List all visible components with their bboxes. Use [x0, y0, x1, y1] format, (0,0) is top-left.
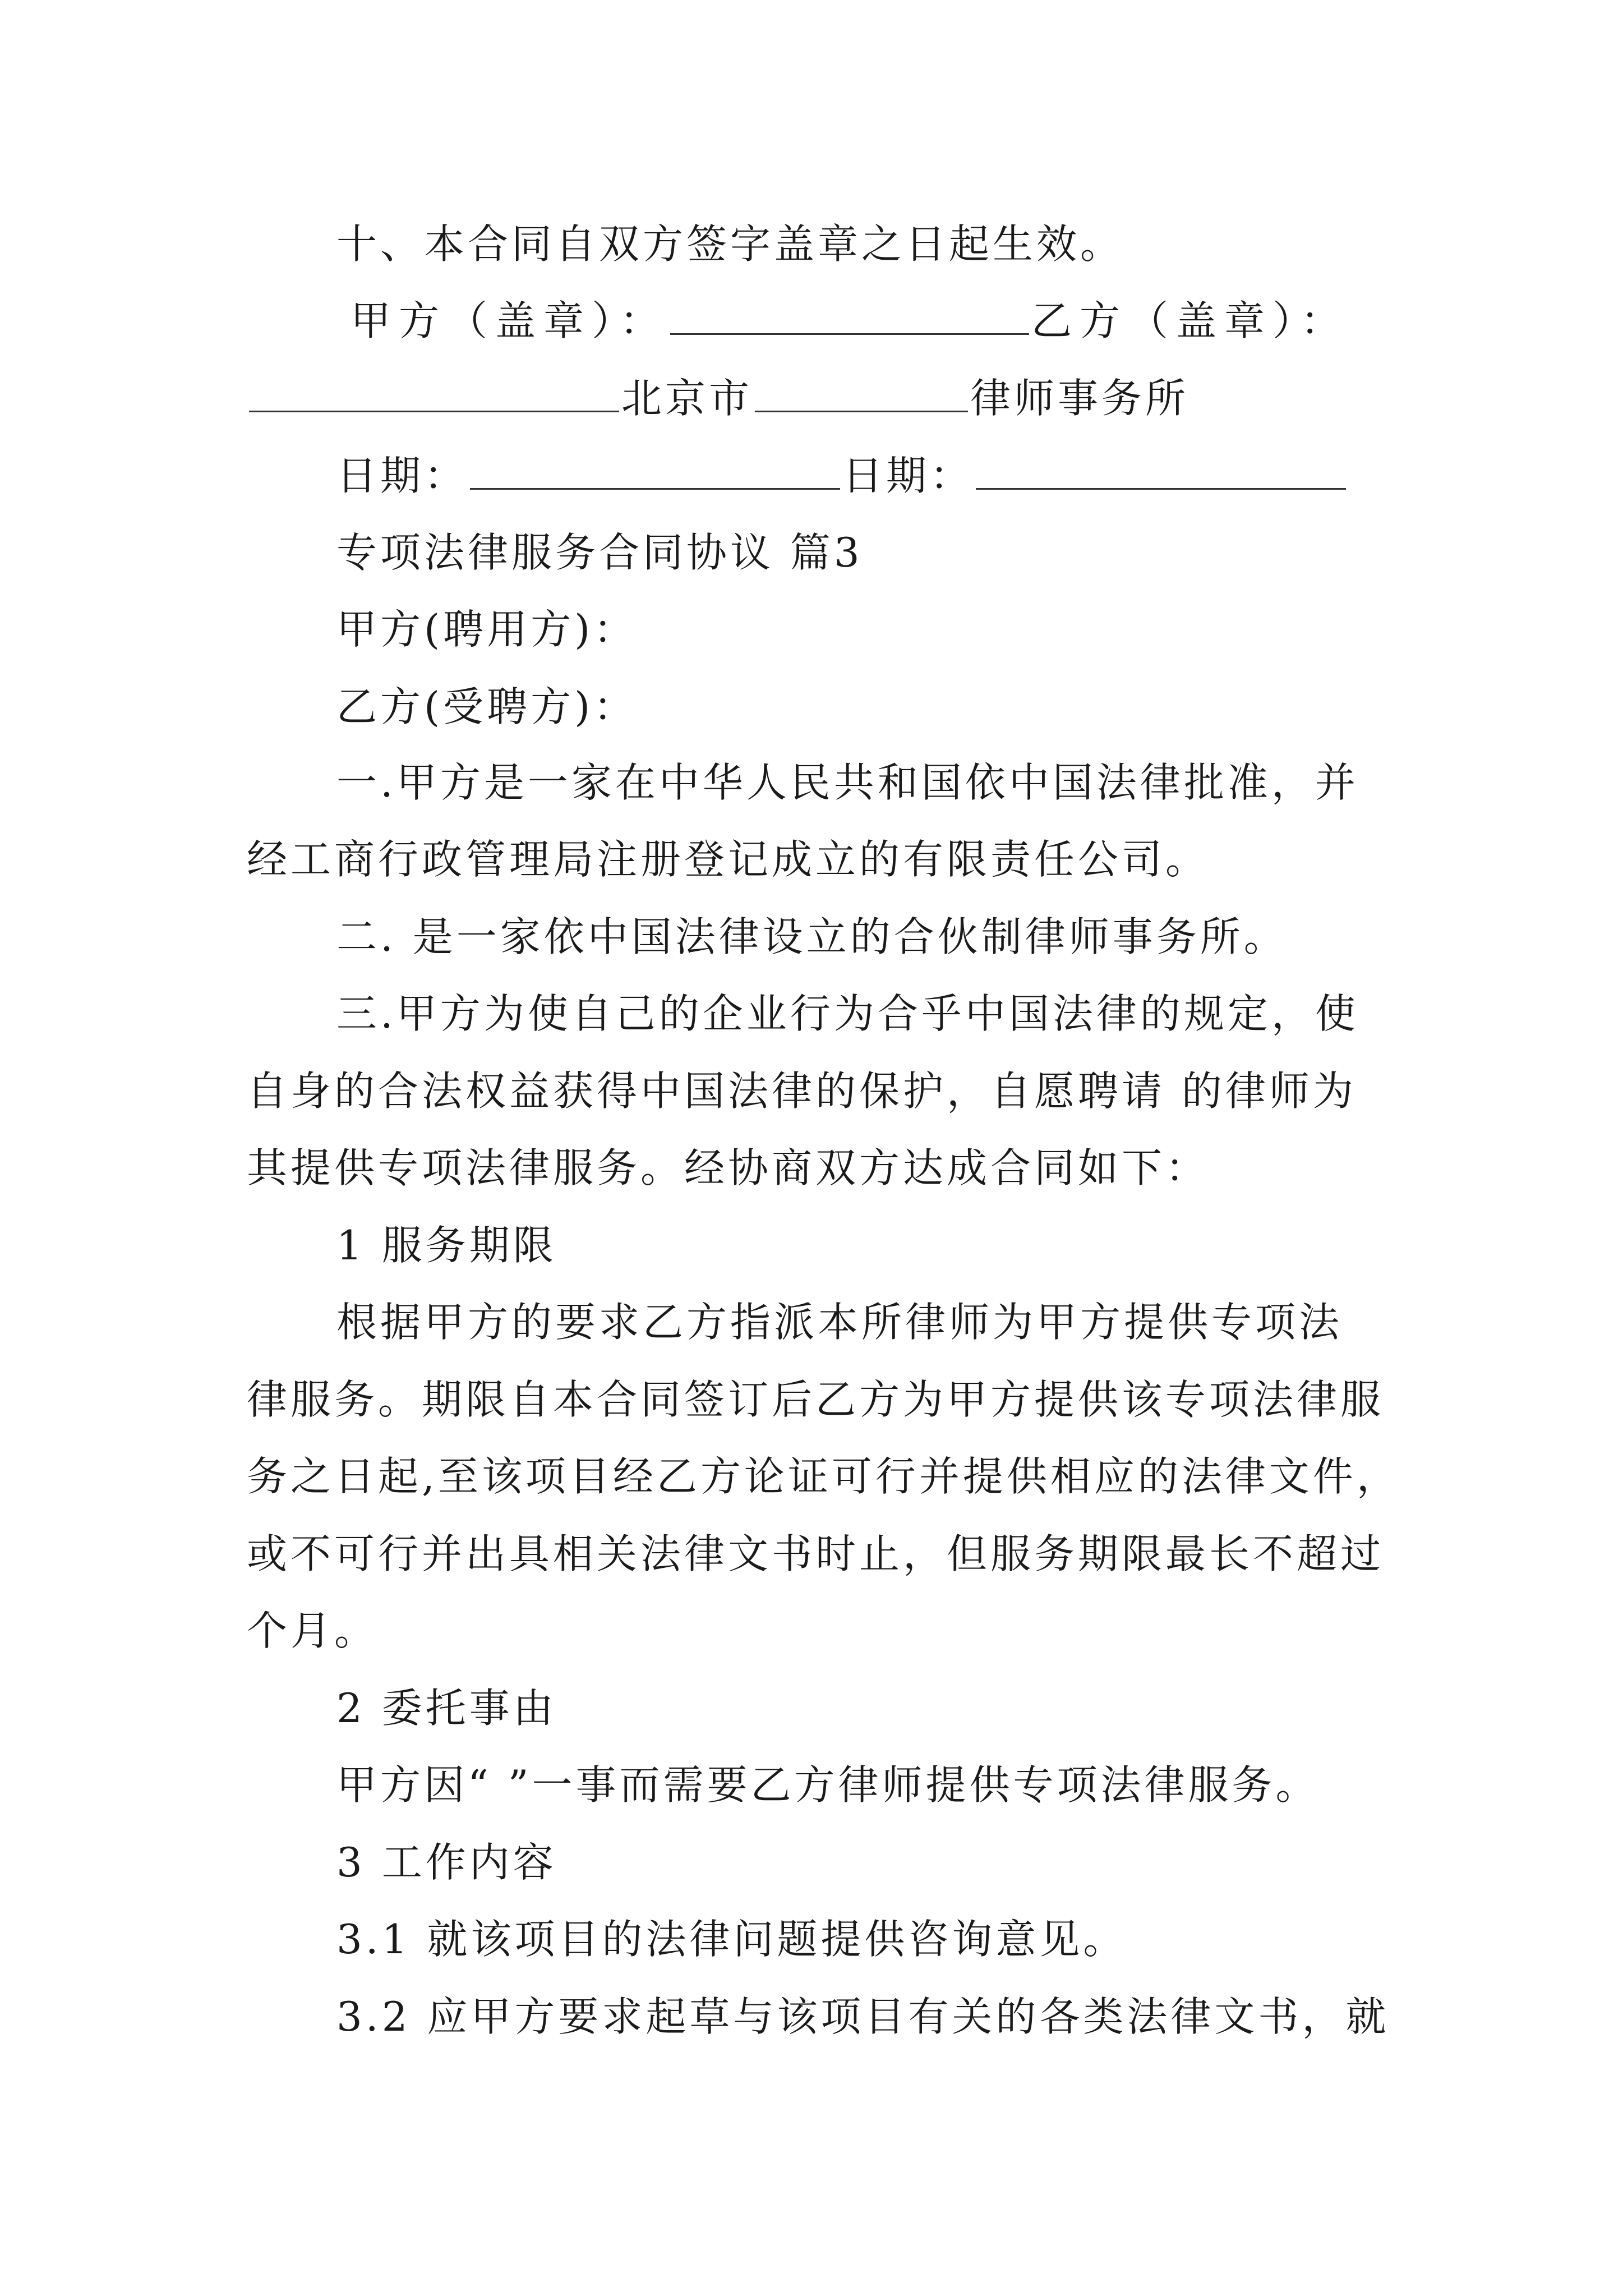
- recital-3-line-2: 自身的合法权益获得中国法律的保护，自愿聘请 的律师为: [247, 1068, 1357, 1115]
- party-b-line: 乙方(受聘方)：: [336, 683, 638, 730]
- service-term-line-3: 务之日起,至该项目经乙方论证可行并提供相应的法律文件，: [247, 1453, 1400, 1500]
- service-term-line-1: 根据甲方的要求乙方指派本所律师为甲方提供专项法: [336, 1299, 1343, 1346]
- party-b-seal-label: 乙方（盖章）：: [1031, 297, 1349, 344]
- section-title: 专项法律服务合同协议 篇3: [336, 529, 863, 576]
- party-a-name-blank[interactable]: [249, 371, 619, 412]
- work-content-3-1: 3.1 就该项目的法律问题提供咨询意见。: [336, 1916, 1127, 1963]
- work-content-3-2: 3.2 应甲方要求起草与该项目有关的各类法律文书，就: [336, 1993, 1390, 2040]
- signature-row-firm: [247, 370, 1189, 426]
- service-term-line-5: 个月。: [247, 1607, 379, 1654]
- date-label-a: 日期：: [336, 452, 468, 499]
- date-a-blank[interactable]: [470, 449, 840, 490]
- recital-1-line-1: 一.甲方是一家在中华人民共和国依中国法律批准，并: [336, 759, 1359, 806]
- heading-commission: 2 委托事由: [336, 1685, 557, 1732]
- commission-line: 甲方因“ ”一事而需要乙方律师提供专项法律服务。: [336, 1761, 1320, 1809]
- recital-1-line-2: 经工商行政管理局注册登记成立的有限责任公司。: [247, 836, 1210, 883]
- party-a-seal-blank[interactable]: [670, 294, 1029, 335]
- firm-name-blank[interactable]: [755, 371, 968, 412]
- date-b-blank[interactable]: [976, 449, 1346, 490]
- heading-work-content: 3 工作内容: [336, 1839, 557, 1886]
- party-a-line: 甲方(聘用方)：: [336, 606, 638, 653]
- firm-suffix-label: 律师事务所: [970, 375, 1189, 422]
- recital-3-line-3: 其提供专项法律服务。经协商双方达成合同如下：: [247, 1144, 1210, 1191]
- recital-3-line-1: 三.甲方为使自己的企业行为合乎中国法律的规定，使: [336, 990, 1359, 1037]
- service-term-line-2: 律服务。期限自本合同签订后乙方为甲方提供该专项法律服: [247, 1376, 1385, 1423]
- date-label-b: 日期：: [842, 452, 974, 499]
- party-a-seal-label: 甲方（盖章）：: [351, 297, 668, 344]
- heading-service-term: 1 服务期限: [336, 1222, 557, 1269]
- recital-2: 二. 是一家依中国法律设立的合伙制律师事务所。: [336, 913, 1288, 960]
- city-label: 北京市: [621, 375, 753, 422]
- service-term-line-4: 或不可行并出具相关法律文书时止，但服务期限最长不超过: [247, 1530, 1385, 1577]
- signature-row-seals: [351, 293, 1349, 349]
- signature-row-dates: [336, 448, 1348, 504]
- clause-effective: 十、本合同自双方签字盖章之日起生效。: [336, 220, 1124, 268]
